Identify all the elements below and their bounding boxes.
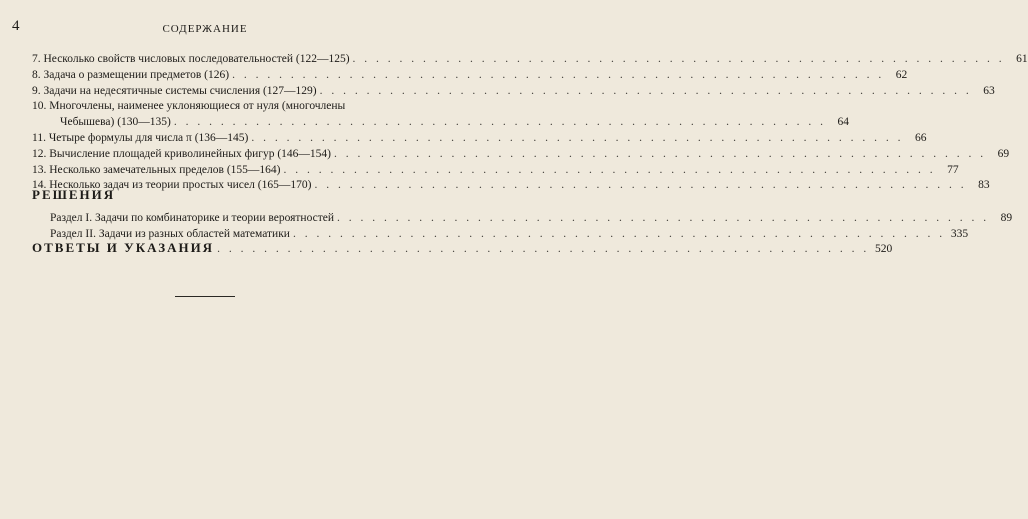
solutions-list — [50, 210, 1013, 242]
leader-dots: . . . . . . . . . . . . . . . . . . . . . . . . . . . . . . . . . . . . . . . . . . . . . . . . . . . . . . . . — [337, 212, 990, 224]
section-page: 335 — [950, 228, 969, 240]
toc-entry-page: 63 — [983, 84, 995, 97]
running-head: СОДЕРЖАНИЕ — [162, 23, 248, 35]
toc-entry-page: 77 — [947, 163, 959, 176]
leader-dots: . . . . . . . . . . . . . . . . . . . . . . . . . . . . . . . . . . . . . . . . . . . . . . . . . . . . . . . . — [319, 84, 972, 97]
leader-dots: . . . . . . . . . . . . . . . . . . . . . . . . . . . . . . . . . . . . . . . . . . . . . . . . . . . . . . . . — [283, 163, 936, 176]
leader-dots: . . . . . . . . . . . . . . . . . . . . . . . . . . . . . . . . . . . . . . . . . . . . . . . . . . . . . . . . — [292, 228, 946, 240]
toc-entry-13 — [32, 163, 959, 179]
toc-entry-page: 64 — [837, 116, 849, 129]
toc-entry-page: 69 — [997, 147, 1010, 160]
toc-entry-title: 8. Задача о размещении предметов (126) — [32, 68, 230, 81]
toc-entry-8 — [32, 68, 908, 84]
leader-dots: . . . . . . . . . . . . . . . . . . . . . . . . . . . . . . . . . . . . . . . . . . . . . . . . . . . . . . . . — [173, 116, 826, 129]
answers-page: 520 — [874, 243, 893, 255]
toc-entry-title: 11. Четыре формулы для числа π (136—145) — [32, 131, 249, 144]
solutions-section-1 — [50, 210, 1013, 226]
answers-heading: ОТВЕТЫ И УКАЗАНИЯ — [32, 240, 215, 255]
solutions-heading: РЕШЕНИЯ — [32, 187, 116, 202]
toc-entry-title: 7. Несколько свойств числовых последовательностей (122—125) — [32, 53, 350, 65]
section-title: Раздел I. Задачи по комбинаторике и теории вероятностей — [50, 212, 335, 224]
toc-entry-title-line: 10. Многочлены, наименее уклоняющиеся от нуля (многочлены — [32, 100, 346, 113]
leader-dots: . . . . . . . . . . . . . . . . . . . . . . . . . . . . . . . . . . . . . . . . . . . . . . . . . . . . . . . . — [314, 179, 967, 192]
leader-dots: . . . . . . . . . . . . . . . . . . . . . . . . . . . . . . . . . . . . . . . . . . . . . . . . . . . . . . . . — [217, 243, 870, 255]
leader-dots: . . . . . . . . . . . . . . . . . . . . . . . . . . . . . . . . . . . . . . . . . . . . . . . . . . . . . . . . — [352, 53, 1005, 65]
toc-entry-page: 66 — [915, 131, 927, 144]
toc-entry-9 — [32, 84, 995, 100]
toc-entry-title: 14. Несколько задач из теории простых чисел (165—170) — [32, 179, 312, 192]
toc-entry-page: 61 — [1016, 53, 1028, 65]
leader-dots: . . . . . . . . . . . . . . . . . . . . . . . . . . . . . . . . . . . . . . . . . . . . . . . . . . . . . . . . — [232, 68, 885, 81]
toc-entry-11 — [32, 131, 927, 147]
toc-entry-10 — [32, 99, 849, 131]
toc-entry-title: 13. Несколько замечательных пределов (155—164) — [32, 163, 281, 176]
section-title: Раздел II. Задачи из разных областей математики — [50, 228, 290, 240]
toc-entry-page: 83 — [978, 179, 990, 192]
divider-rule — [175, 296, 235, 297]
answers-entry — [32, 240, 893, 257]
table-of-contents — [32, 52, 1028, 194]
page-number: 4 — [12, 18, 20, 34]
toc-entry-continuation — [32, 115, 849, 131]
toc-entry-title: 9. Задачи на недесятичные системы счисления (127—129) — [32, 84, 317, 97]
toc-entry-12 — [32, 147, 1010, 163]
leader-dots: . . . . . . . . . . . . . . . . . . . . . . . . . . . . . . . . . . . . . . . . . . . . . . . . . . . . . . . . — [251, 131, 904, 144]
toc-entry-title: 12. Вычисление площадей криволинейных фигур (146—154) — [32, 147, 332, 160]
toc-entry-page: 62 — [895, 68, 908, 81]
section-page: 89 — [1000, 212, 1013, 224]
toc-entry-7 — [32, 52, 1028, 68]
leader-dots: . . . . . . . . . . . . . . . . . . . . . . . . . . . . . . . . . . . . . . . . . . . . . . . . . . . . . . . . — [334, 147, 987, 160]
toc-entry-title-line: Чебышева) (130—135) — [60, 116, 171, 129]
